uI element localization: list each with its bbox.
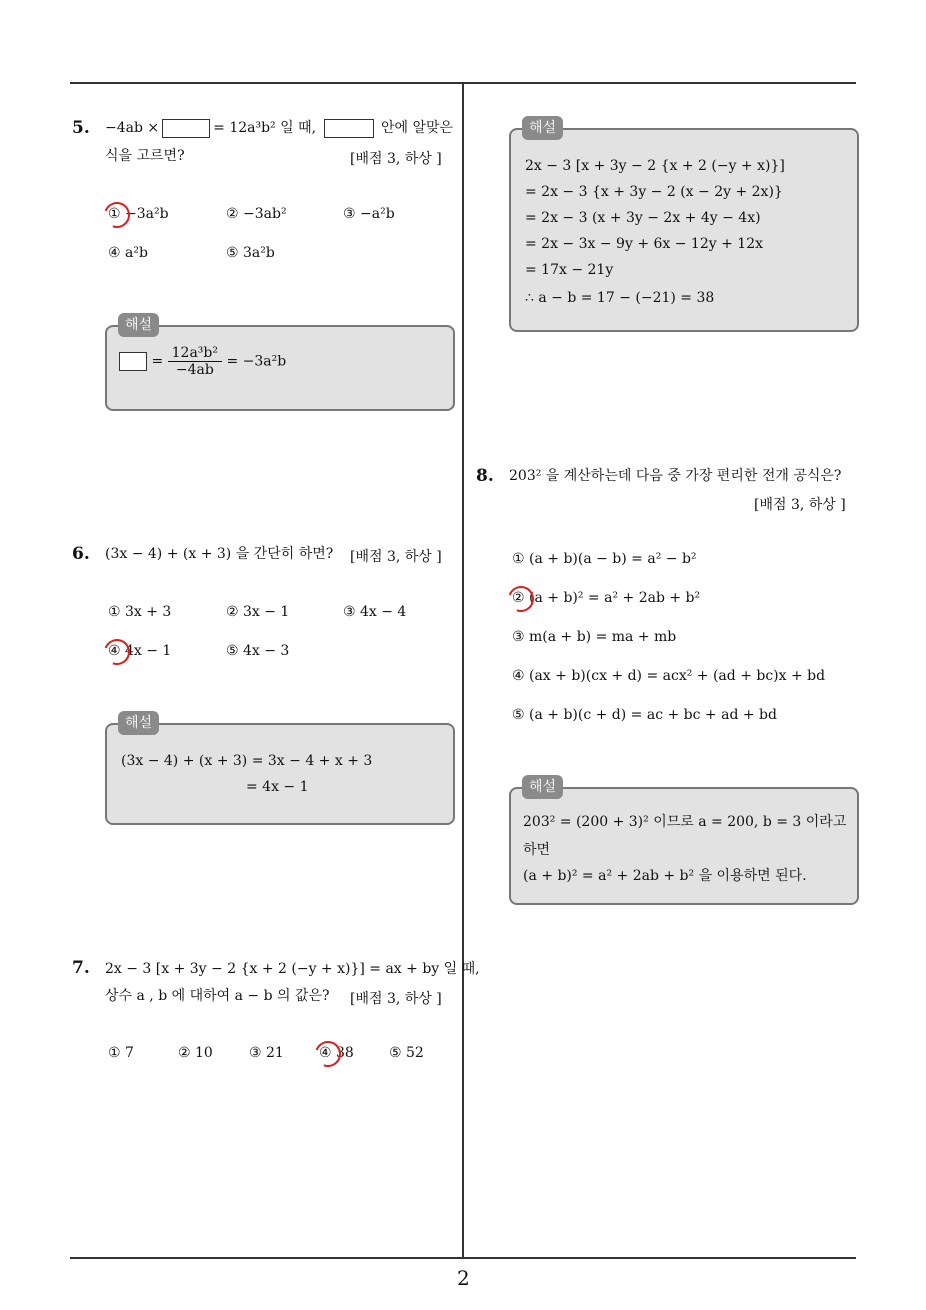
option-2[interactable]: ② (a + b)² = a² + 2ab + b²	[512, 590, 701, 606]
option-3[interactable]: ③ 21	[249, 1045, 284, 1061]
question-number: 7.	[72, 958, 90, 978]
option-3[interactable]: ③ 4x − 4	[343, 604, 407, 620]
solution-line: = 4x − 1	[246, 779, 309, 795]
option-1[interactable]: ① 3x + 3	[108, 604, 172, 620]
question-meta: [배점 3, 하상 ]	[350, 549, 442, 565]
question-meta: [배점 3, 하상 ]	[350, 991, 442, 1007]
question-text-line2: 상수 a , b 에 대하여 a − b 의 값은?	[105, 988, 330, 1004]
question-number: 8.	[476, 466, 494, 486]
option-5[interactable]: ⑤ 3a²b	[226, 245, 275, 261]
option-5[interactable]: ⑤ 52	[389, 1045, 424, 1061]
option-2[interactable]: ② 10	[178, 1045, 213, 1061]
question-meta: [배점 3, 하상 ]	[754, 497, 846, 513]
option-1[interactable]: ① −3a²b	[108, 206, 169, 222]
option-2[interactable]: ② −3ab²	[226, 206, 287, 222]
solution-line: (3x − 4) + (x + 3) = 3x − 4 + x + 3	[121, 753, 373, 769]
solution-box	[105, 325, 455, 411]
solution-line: 2x − 3 [x + 3y − 2 {x + 2 (−y + x)}]	[525, 158, 785, 174]
solution-tag: 해설	[522, 116, 563, 140]
solution-line: = 17x − 21y	[525, 262, 614, 278]
solution-tag: 해설	[118, 313, 159, 337]
solution-line: = 2x − 3 (x + 3y − 2x + 4y − 4x)	[525, 210, 761, 226]
answer-mark	[100, 198, 135, 233]
question-text: 203² 을 계산하는데 다음 중 가장 편리한 전개 공식은?	[509, 468, 842, 484]
answer-blank	[162, 119, 210, 138]
option-1[interactable]: ① (a + b)(a − b) = a² − b²	[512, 551, 697, 567]
solution-tag: 해설	[522, 775, 563, 799]
answer-blank	[324, 119, 374, 138]
solution-line: = 2x − 3x − 9y + 6x − 12y + 12x	[525, 236, 763, 252]
question-text: 2x − 3 [x + 3y − 2 {x + 2 (−y + x)}] = ax + by 일 때,	[105, 961, 480, 977]
solution-line: (a + b)² = a² + 2ab + b² 을 이용하면 된다.	[523, 868, 807, 884]
column-divider	[462, 83, 464, 1258]
answer-blank	[119, 352, 147, 371]
option-2[interactable]: ② 3x − 1	[226, 604, 290, 620]
solution-box	[509, 128, 859, 332]
solution-box	[105, 723, 455, 825]
answer-mark	[504, 582, 539, 617]
option-1[interactable]: ① 7	[108, 1045, 134, 1061]
option-3[interactable]: ③ m(a + b) = ma + mb	[512, 629, 677, 645]
page-number: 2	[457, 1266, 470, 1290]
question-number: 6.	[72, 544, 90, 564]
option-4[interactable]: ④ (ax + b)(cx + d) = acx² + (ad + bc)x + bd	[512, 668, 826, 684]
question-number: 5.	[72, 118, 90, 138]
option-3[interactable]: ③ −a²b	[343, 206, 395, 222]
solution-tag: 해설	[118, 711, 159, 735]
solution-box	[509, 787, 859, 905]
option-4[interactable]: ④ 38	[319, 1045, 354, 1061]
fraction: $\frac{\text{12a³b²}}{-4ab}$	[168, 345, 222, 378]
solution-line: = 2x − 3 {x + 3y − 2 (x − 2y + 2x)}	[525, 184, 783, 200]
option-5[interactable]: ⑤ 4x − 3	[226, 643, 290, 659]
question-meta: [배점 3, 하상 ]	[350, 151, 442, 167]
solution-line: 203² = (200 + 3)² 이므로 a = 200, b = 3 이라고	[523, 814, 847, 830]
solution-line: 하면	[523, 842, 551, 858]
answer-mark	[100, 635, 135, 670]
option-5[interactable]: ⑤ (a + b)(c + d) = ac + bc + ad + bd	[512, 707, 777, 723]
solution-line: ∴ a − b = 17 − (−21) = 38	[525, 290, 715, 306]
solution-line: = $\frac{\text{12a³b²}}{-4ab}$ = −3a²b	[119, 345, 286, 378]
option-4[interactable]: ④ 4x − 1	[108, 643, 172, 659]
answer-mark	[311, 1037, 346, 1072]
option-4[interactable]: ④ a²b	[108, 245, 148, 261]
question-text-line2: 식을 고르면?	[105, 148, 185, 164]
question-text: (3x − 4) + (x + 3) 을 간단히 하면?	[105, 546, 334, 562]
question-text: −4ab × = 12a³b² 일 때, 안에 알맞은	[105, 120, 454, 136]
